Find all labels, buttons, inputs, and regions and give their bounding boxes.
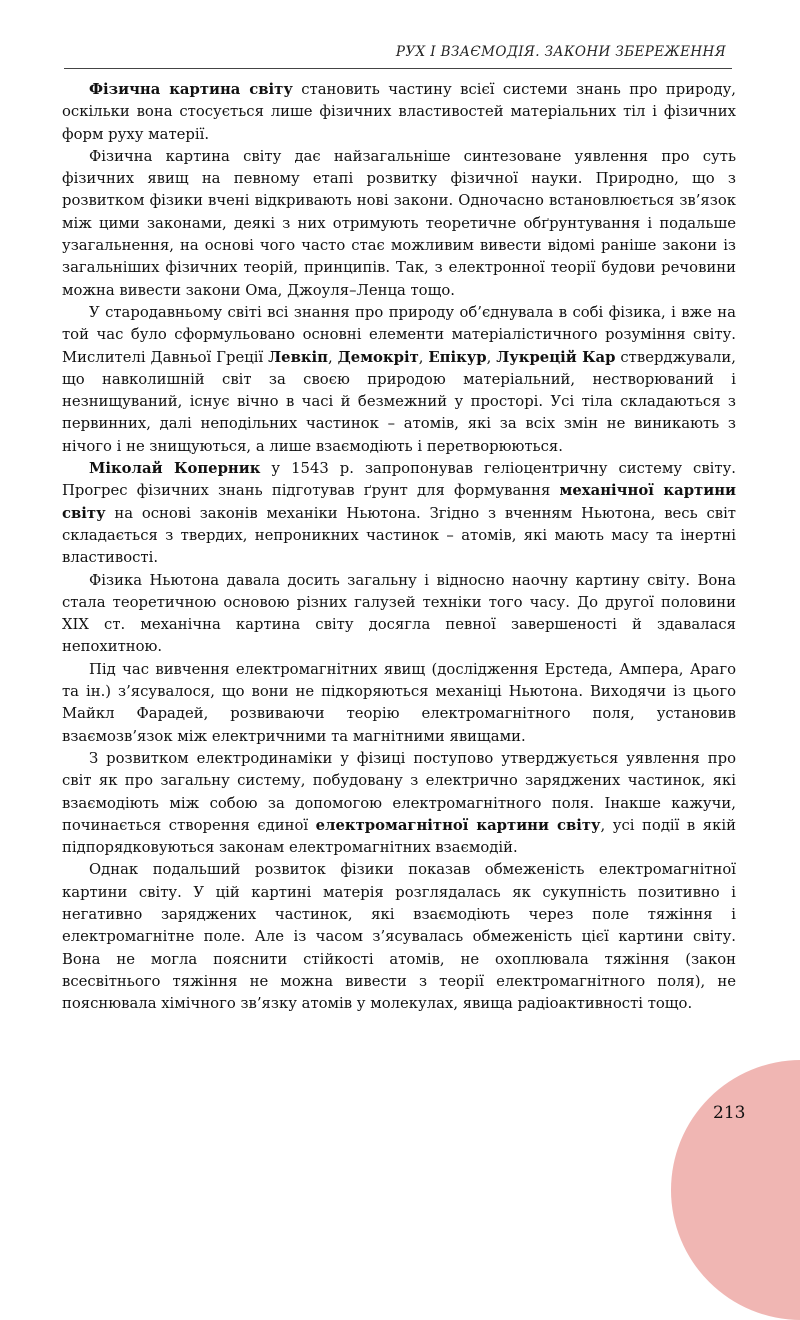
paragraph-6: Під час вивчення електромагнітних явищ (дослідження Ерстеда, Ампера, Араго та ін.) з’ясувалося, що вони не підкоряються механіці Ньютона. Виходячи із цього Майкл Фарадей, розвиваючи теорію електромагнітного поля, установив взаємозв’язок між електричними та магнітними явищами. [62,660,736,745]
paragraph-1: Фізична картина світу становить частину всієї системи знань про природу, оскільки вона стосується лише фізичних властивостей матеріальних тіл і фізичних форм руху матерії. [62,81,736,143]
corner-decoration [671,1060,800,1320]
name-leucippus: Левкіп [268,348,329,366]
name-lucretius: Лукрецій Кар [496,348,616,366]
term-mechanical-picture: механічної картини світу [62,482,736,522]
paragraph-7: З розвитком електродинаміки у фізиці поступово утверджується уявлення про світ як про загальну систему, побудовану з електрично заряджених частинок, які взаємодіють між собою за допомогою електромагнітного поля. Інакше кажучи, починається створення єдиної електромагнітної картини світу, усі події в якій підпорядковуються законам електромагнітних взаємодій. [62,749,736,857]
page-number: 213 [713,1103,746,1123]
body-text [62,79,736,1015]
term-electromagnetic-picture: електромагнітної картини світу [315,816,601,834]
paragraph-8: Однак подальший розвиток фізики показав обмеженість електромагнітної картини світу. У цій картині матерія розглядалась як сукупність позитивно і негативно заряджених частинок, які взаємодіють через поле тяжіння і електромагнітне поле. Але із часом з’ясувалась обмеженість цієї картини світу. Вона не могла пояснити стійкості атомів, не охоплювала тяжіння (закон всесвітнього тяжіння не можна вивести з теорії електромагнітного поля), не пояснювала хімічного зв’язку атомів у молекулах, явища радіоактивності тощо. [62,861,736,1013]
paragraph-3: У стародавньому світі всі знання про природу об’єднувала в собі фізика, і вже на той час було сформульовано основні елементи матеріалістичного розуміння світу. Мислителі Давньої Греції Левкіп, Демокріт, Епікур, Лукрецій Кар стверджували, що навколишній світ за своєю природою матеріальний, нестворюваний і незнищуваний, існує вічно в часі й безмежний у просторі. Усі тіла складаються з первинних, далі неподільних частинок – атомів, які за всіх змін не виникають з нічого і не знищуються, а лише взаємодіють і перетворюються. [62,303,736,455]
paragraph-4: Міколай Коперник у 1543 р. запропонував геліоцентричну систему світу. Прогрес фізичних знань підготував ґрунт для формування механічної картини світу на основі законів механіки Ньютона. Згідно з вченням Ньютона, весь світ складається з твердих, непроникних частинок – атомів, які мають масу та інертні властивості. [62,460,736,567]
name-epicurus: Епікур [428,348,487,366]
header-divider [64,68,732,69]
paragraph-5: Фізика Ньютона давала досить загальну і відносно наочну картину світу. Вона стала теоретичною основою різних галузей техніки того часу. До другої половини XIX ст. механічна картина світу досягла певної завершеності й здавалася непохитною. [62,571,736,656]
running-header: РУХ І ВЗАЄМОДІЯ. ЗАКОНИ ЗБЕРЕЖЕННЯ [395,44,726,60]
term-physical-picture: Фізична картина світу [89,81,293,98]
name-democritus: Демокріт [337,348,419,366]
name-copernicus: Міколай Коперник [89,460,261,478]
paragraph-2: Фізична картина світу дає найзагальніше синтезоване уявлення про суть фізичних явищ на певному етапі розвитку фізичної науки. Природно, що з розвитком фізики вчені відкривають нові закони. Одночасно встановлюється зв’язок між цими законами, деякі з них отримують теоретичне обґрунтування і подальше узагальнення, на основі чого часто стає можливим вивести відомі раніше закони із загальніших фізичних теорій, принципів. Так, з електронної теорії будови речовини можна вивести закони Ома, Джоуля–Ленца тощо. [62,147,736,299]
